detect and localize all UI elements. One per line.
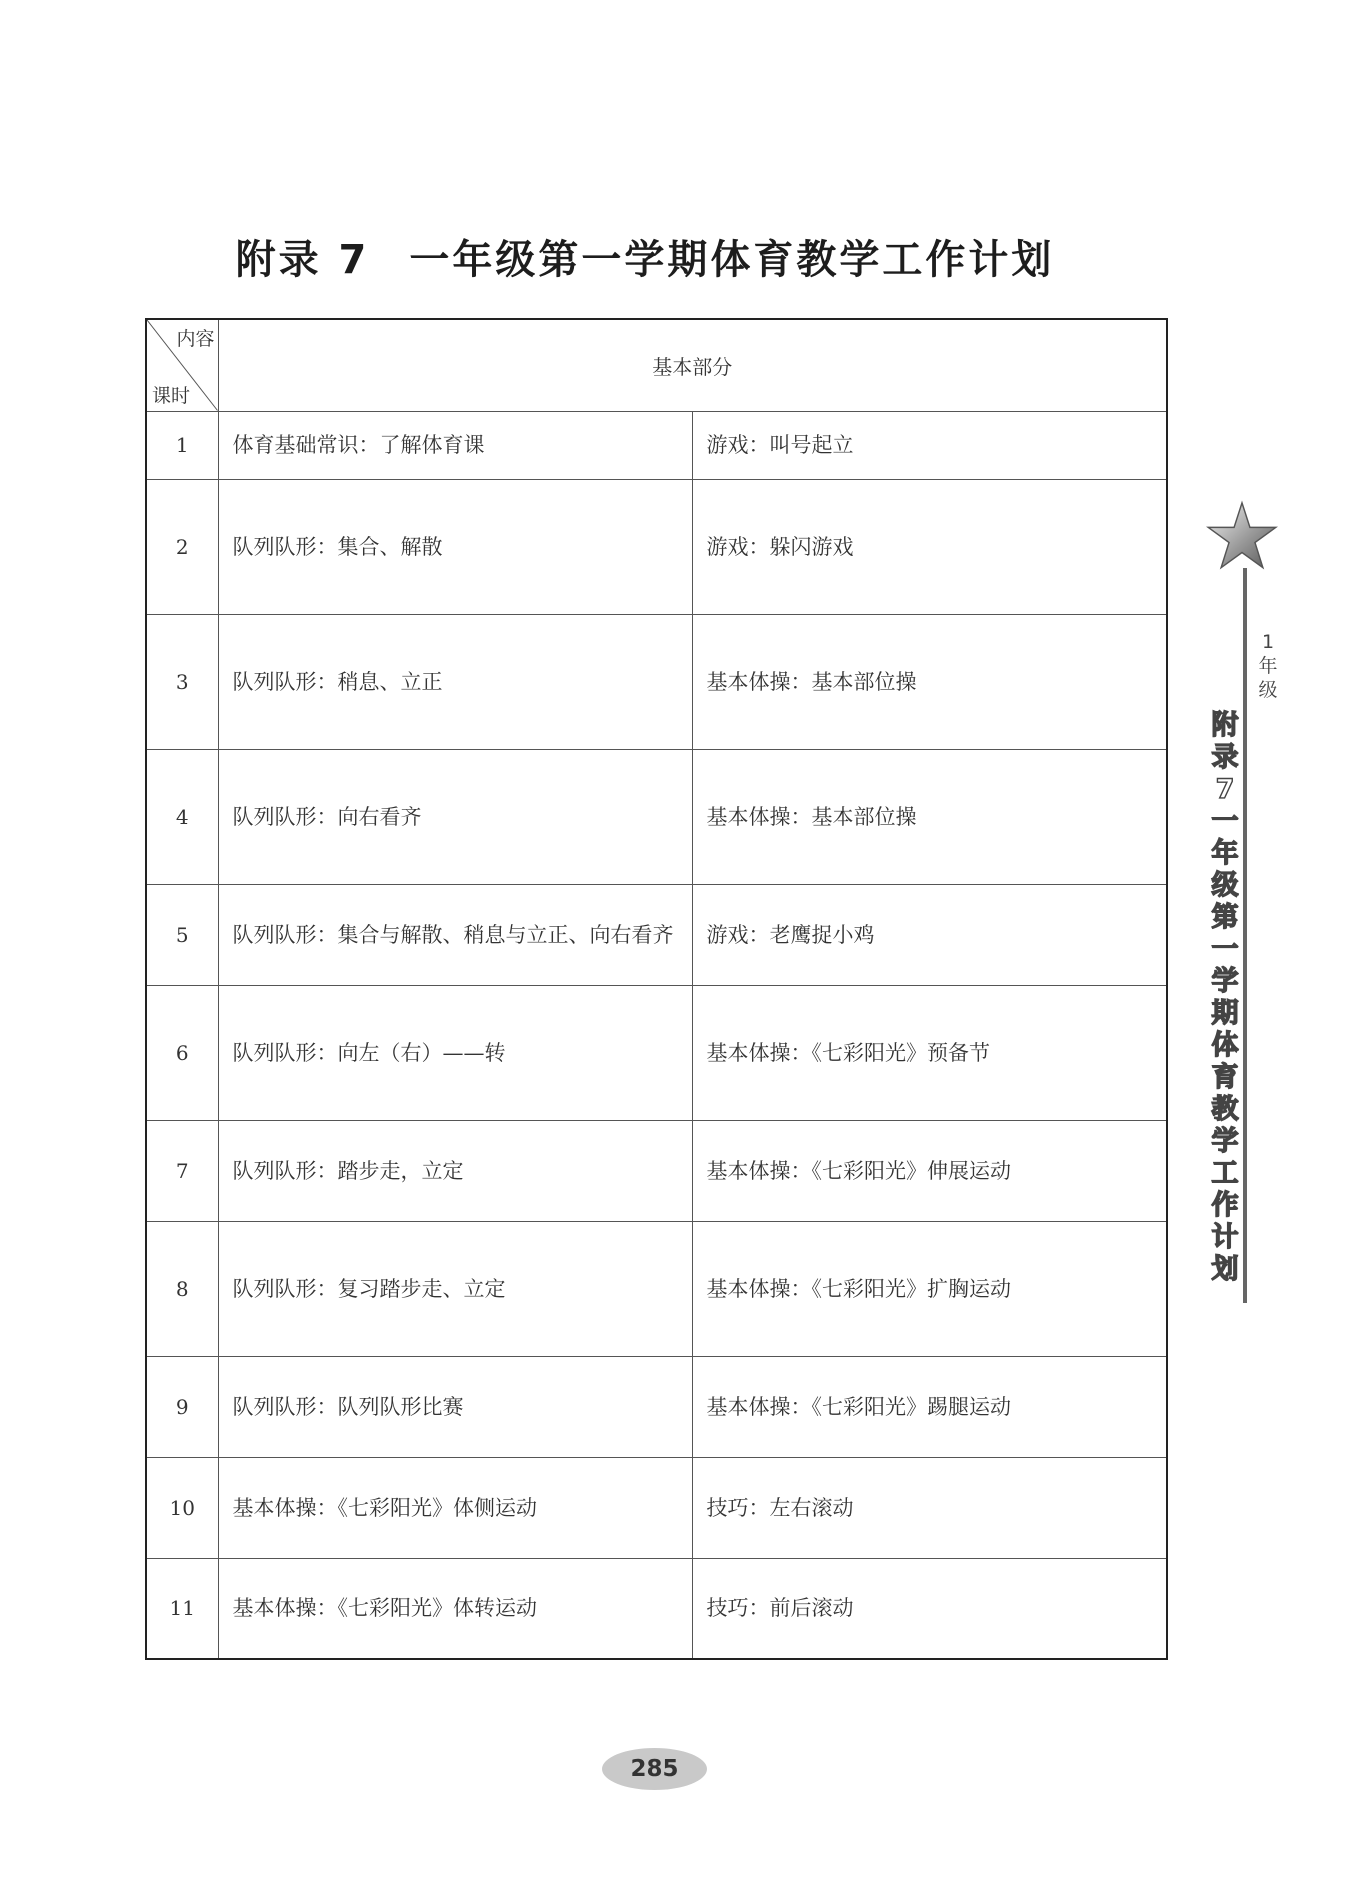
side-chapter-tab: [1200, 500, 1290, 1320]
content-b: 游戏：躲闪游戏: [692, 479, 1167, 614]
table-row: [146, 884, 1167, 985]
content-a: 队列队形：队列队形比赛: [218, 1356, 692, 1457]
side-chapter-title: 附录7 一年级第一学期体育教学工作计划: [1211, 710, 1239, 1285]
table-row: [146, 479, 1167, 614]
content-b: 基本体操：《七彩阳光》预备节: [692, 985, 1167, 1120]
lesson-number: 9: [146, 1356, 218, 1457]
content-b: 基本体操：《七彩阳光》踢腿运动: [692, 1356, 1167, 1457]
content-b: 基本体操：基本部位操: [692, 749, 1167, 884]
table-row: [146, 1457, 1167, 1558]
table-row: [146, 614, 1167, 749]
table-row: [146, 749, 1167, 884]
lesson-number: 8: [146, 1221, 218, 1356]
corner-label-content: 内容: [176, 328, 215, 350]
content-b: 基本体操：《七彩阳光》扩胸运动: [692, 1221, 1167, 1356]
content-a: 队列队形：向右看齐: [218, 749, 692, 884]
star-icon: [1206, 500, 1278, 572]
lesson-number: 11: [146, 1558, 218, 1659]
corner-label-lesson: 课时: [152, 384, 191, 407]
lesson-number: 4: [146, 749, 218, 884]
diagonal-header-cell: [146, 319, 218, 411]
content-a: 队列队形：向左（右）——转: [218, 985, 692, 1120]
table-row: [146, 1356, 1167, 1457]
content-b: 游戏：叫号起立: [692, 411, 1167, 479]
lesson-number: 3: [146, 614, 218, 749]
side-vertical-line: [1243, 568, 1247, 1303]
page-number: 285: [602, 1748, 707, 1790]
lesson-number: 7: [146, 1120, 218, 1221]
content-b: 技巧：左右滚动: [692, 1457, 1167, 1558]
content-a: 队列队形：复习踏步走、立定: [218, 1221, 692, 1356]
table-row: [146, 1120, 1167, 1221]
header-basic-part: 基本部分: [218, 319, 1167, 411]
content-a: 基本体操：《七彩阳光》体转运动: [218, 1558, 692, 1659]
lesson-number: 6: [146, 985, 218, 1120]
table-header-row: [146, 319, 1167, 411]
content-b: 基本体操：基本部位操: [692, 614, 1167, 749]
content-b: 游戏：老鹰捉小鸡: [692, 884, 1167, 985]
content-a: 队列队形：集合、解散: [218, 479, 692, 614]
table-row: [146, 985, 1167, 1120]
grade-label: 1年级: [1258, 631, 1278, 701]
table-row: [146, 1558, 1167, 1659]
title-main: 一年级第一学期体育教学工作计划: [409, 237, 1055, 283]
title-prefix: 附录 7: [235, 237, 370, 283]
table-row: [146, 1221, 1167, 1356]
lesson-number: 2: [146, 479, 218, 614]
content-a: 队列队形：稍息、立正: [218, 614, 692, 749]
page-title: [0, 228, 1290, 285]
content-b: 基本体操：《七彩阳光》伸展运动: [692, 1120, 1167, 1221]
lesson-number: 1: [146, 411, 218, 479]
content-a: 体育基础常识：了解体育课: [218, 411, 692, 479]
content-a: 基本体操：《七彩阳光》体侧运动: [218, 1457, 692, 1558]
content-a: 队列队形：踏步走，立定: [218, 1120, 692, 1221]
content-b: 技巧：前后滚动: [692, 1558, 1167, 1659]
content-a: 队列队形：集合与解散、稍息与立正、向右看齐: [218, 884, 692, 985]
lesson-number: 10: [146, 1457, 218, 1558]
table-row: [146, 411, 1167, 479]
lesson-number: 5: [146, 884, 218, 985]
teaching-plan-table: [145, 318, 1168, 1660]
